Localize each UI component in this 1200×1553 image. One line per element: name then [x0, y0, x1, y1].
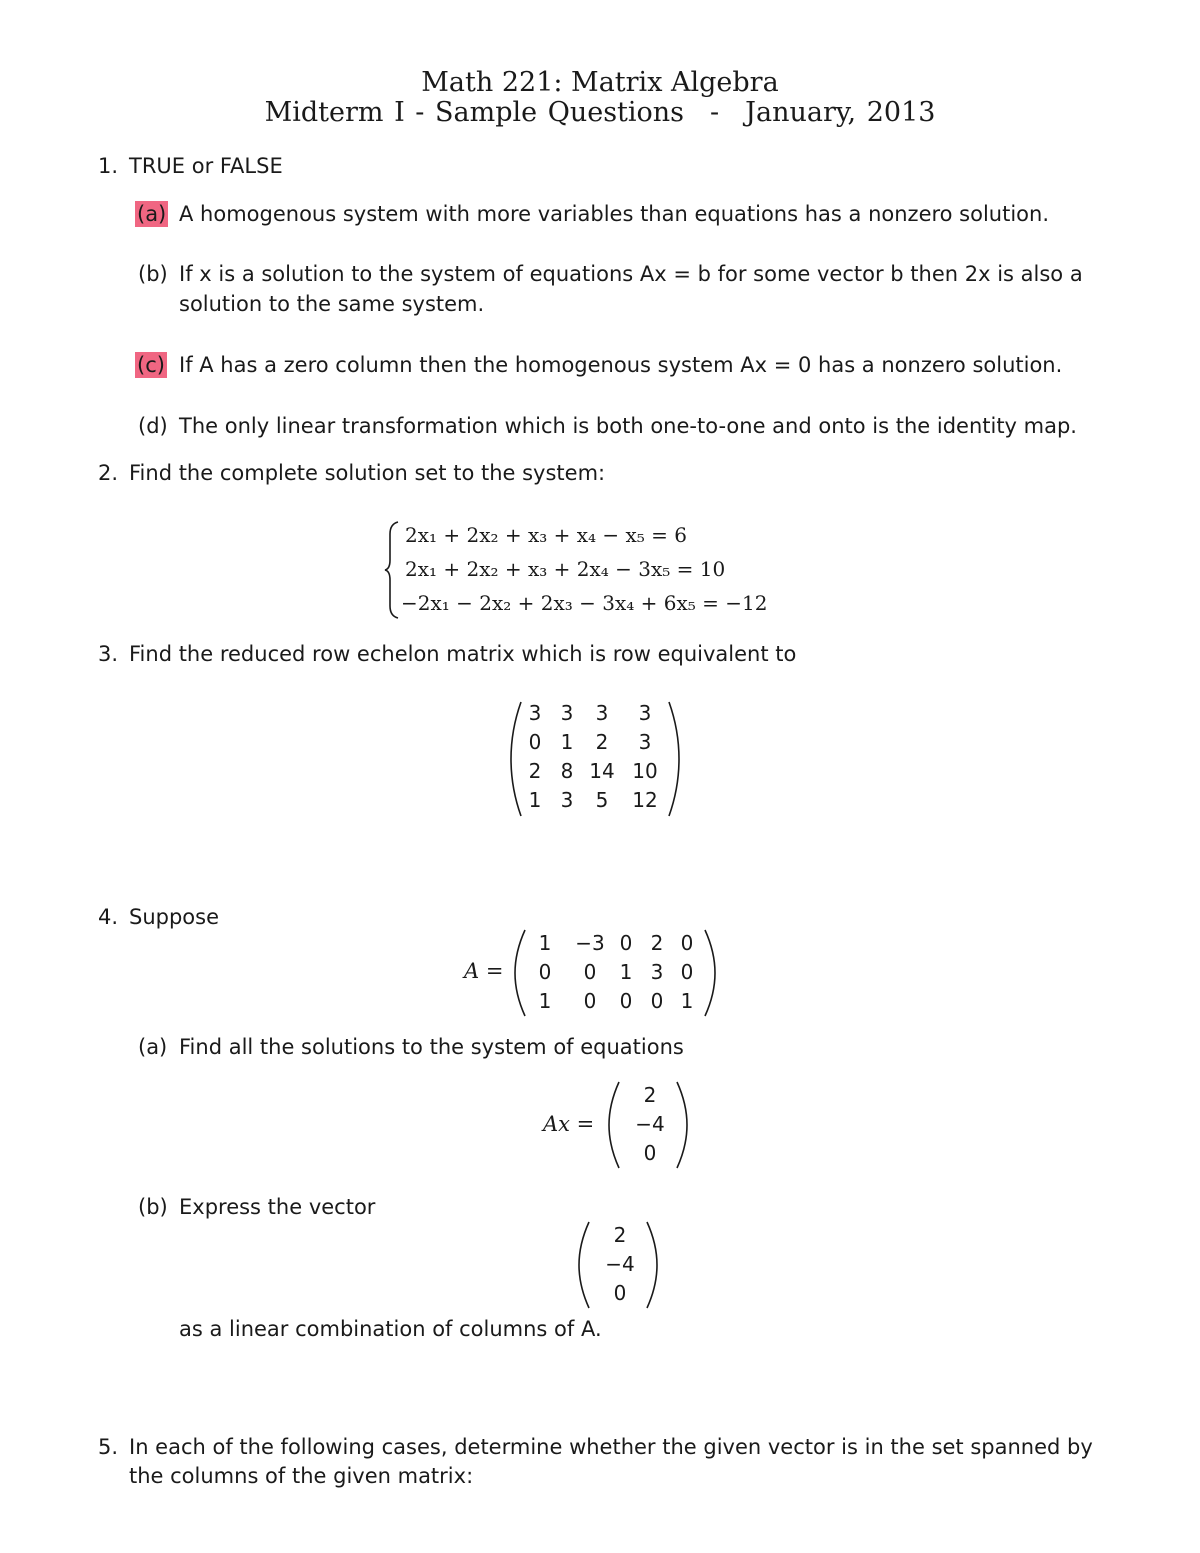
matrix-cell: 0	[680, 931, 694, 955]
matrix-cell: −4	[605, 1252, 635, 1276]
matrix-cell: 3	[560, 788, 574, 812]
q1c-label	[138, 351, 167, 379]
q1b-label: (b)	[138, 262, 168, 286]
matrix-cell: 0	[613, 1281, 627, 1305]
matrix-cell: 1	[528, 788, 542, 812]
q1a-highlight: (a)	[137, 202, 167, 226]
q5-text-line2: the columns of the given matrix:	[129, 1464, 474, 1488]
q3-text: Find the reduced row echelon matrix which is row equivalent to	[129, 642, 797, 666]
q1c-highlight: (c)	[137, 353, 165, 377]
matrix-cell: 3	[650, 960, 664, 984]
matrix-cell: 10	[632, 759, 658, 783]
q4-text: Suppose	[129, 905, 220, 929]
matrix-cell: −4	[635, 1112, 665, 1136]
matrix-cell: 1	[538, 931, 552, 955]
q1d-text: The only linear transformation which is both one-to-one and onto is the identity map.	[179, 414, 1077, 438]
exam-name: Midterm I - Sample Questions	[264, 97, 685, 128]
q5-text-line1: In each of the following cases, determine whether the given vector is in the set spanned by	[129, 1435, 1093, 1459]
matrix-cell: 3	[595, 701, 609, 725]
matrix-cell: 0	[650, 989, 664, 1013]
q4-matrix-right-paren	[702, 928, 718, 1018]
matrix-cell: 3	[528, 701, 542, 725]
q5-number: 5.	[98, 1435, 119, 1459]
equation-2: 2x₁ + 2x₂ + x₃ + 2x₄ − 3x₅ = 10	[405, 557, 726, 581]
matrix-cell: 0	[528, 730, 542, 754]
matrix-cell: 12	[632, 788, 658, 812]
matrix-cell: 2	[595, 730, 609, 754]
q1-heading: TRUE or FALSE	[129, 154, 283, 178]
q1c-text: If A has a zero column then the homogenous system Ax = 0 has a nonzero solution.	[179, 353, 1063, 377]
q4b-after-text: as a linear combination of columns of A.	[179, 1317, 602, 1341]
matrix-cell: 0	[538, 960, 552, 984]
q2-text: Find the complete solution set to the system:	[129, 461, 606, 485]
matrix-cell: 0	[583, 960, 597, 984]
q4a-lhs: Ax =	[543, 1112, 595, 1136]
matrix-cell: 0	[680, 960, 694, 984]
matrix-cell: 5	[595, 788, 609, 812]
q4a-vector-left-paren	[606, 1080, 622, 1170]
matrix-cell: 1	[560, 730, 574, 754]
matrix-cell: 8	[560, 759, 574, 783]
exam-subtitle	[0, 98, 1200, 128]
q1-number: 1.	[98, 154, 119, 178]
q4a-label: (a)	[138, 1035, 168, 1059]
matrix-cell: 2	[528, 759, 542, 783]
matrix-cell: 2	[650, 931, 664, 955]
q4b-vector-left-paren	[576, 1220, 592, 1310]
q3-matrix-right-paren	[666, 700, 682, 818]
matrix-cell: 1	[680, 989, 694, 1013]
q4b-label: (b)	[138, 1195, 168, 1219]
q1b-text-line2: solution to the same system.	[179, 292, 485, 316]
matrix-cell: −3	[575, 931, 605, 955]
q1b-text-line1: If x is a solution to the system of equations Ax = b for some vector b then 2x is also a	[179, 262, 1083, 286]
equation-1: 2x₁ + 2x₂ + x₃ + x₄ − x₅ = 6	[405, 523, 688, 547]
q1a-text: A homogenous system with more variables than equations has a nonzero solution.	[179, 202, 1050, 226]
q4b-text: Express the vector	[179, 1195, 376, 1219]
matrix-cell: 0	[619, 989, 633, 1013]
q2-number: 2.	[98, 461, 119, 485]
q1a-label	[138, 200, 168, 228]
q4-lhs-A: A =	[464, 959, 504, 983]
q3-number: 3.	[98, 642, 119, 666]
matrix-cell: 1	[538, 989, 552, 1013]
equation-3: −2x₁ − 2x₂ + 2x₃ − 3x₄ + 6x₅ = −12	[401, 591, 768, 615]
q4-number: 4.	[98, 905, 119, 929]
matrix-cell: 3	[638, 730, 652, 754]
q1d-label: (d)	[138, 414, 168, 438]
exam-date: January, 2013	[745, 97, 936, 128]
q4a-text: Find all the solutions to the system of equations	[179, 1035, 684, 1059]
q4a-vector-right-paren	[674, 1080, 690, 1170]
matrix-cell: 0	[583, 989, 597, 1013]
matrix-cell: 2	[613, 1223, 627, 1247]
matrix-cell: 1	[619, 960, 633, 984]
matrix-cell: 14	[589, 759, 615, 783]
matrix-cell: 0	[619, 931, 633, 955]
matrix-cell: 3	[560, 701, 574, 725]
course-title: Math 221: Matrix Algebra	[421, 67, 779, 98]
matrix-cell: 3	[638, 701, 652, 725]
matrix-cell: 0	[643, 1141, 657, 1165]
q4b-vector-right-paren	[644, 1220, 660, 1310]
title-separator: -	[710, 97, 720, 128]
matrix-cell: 2	[643, 1083, 657, 1107]
